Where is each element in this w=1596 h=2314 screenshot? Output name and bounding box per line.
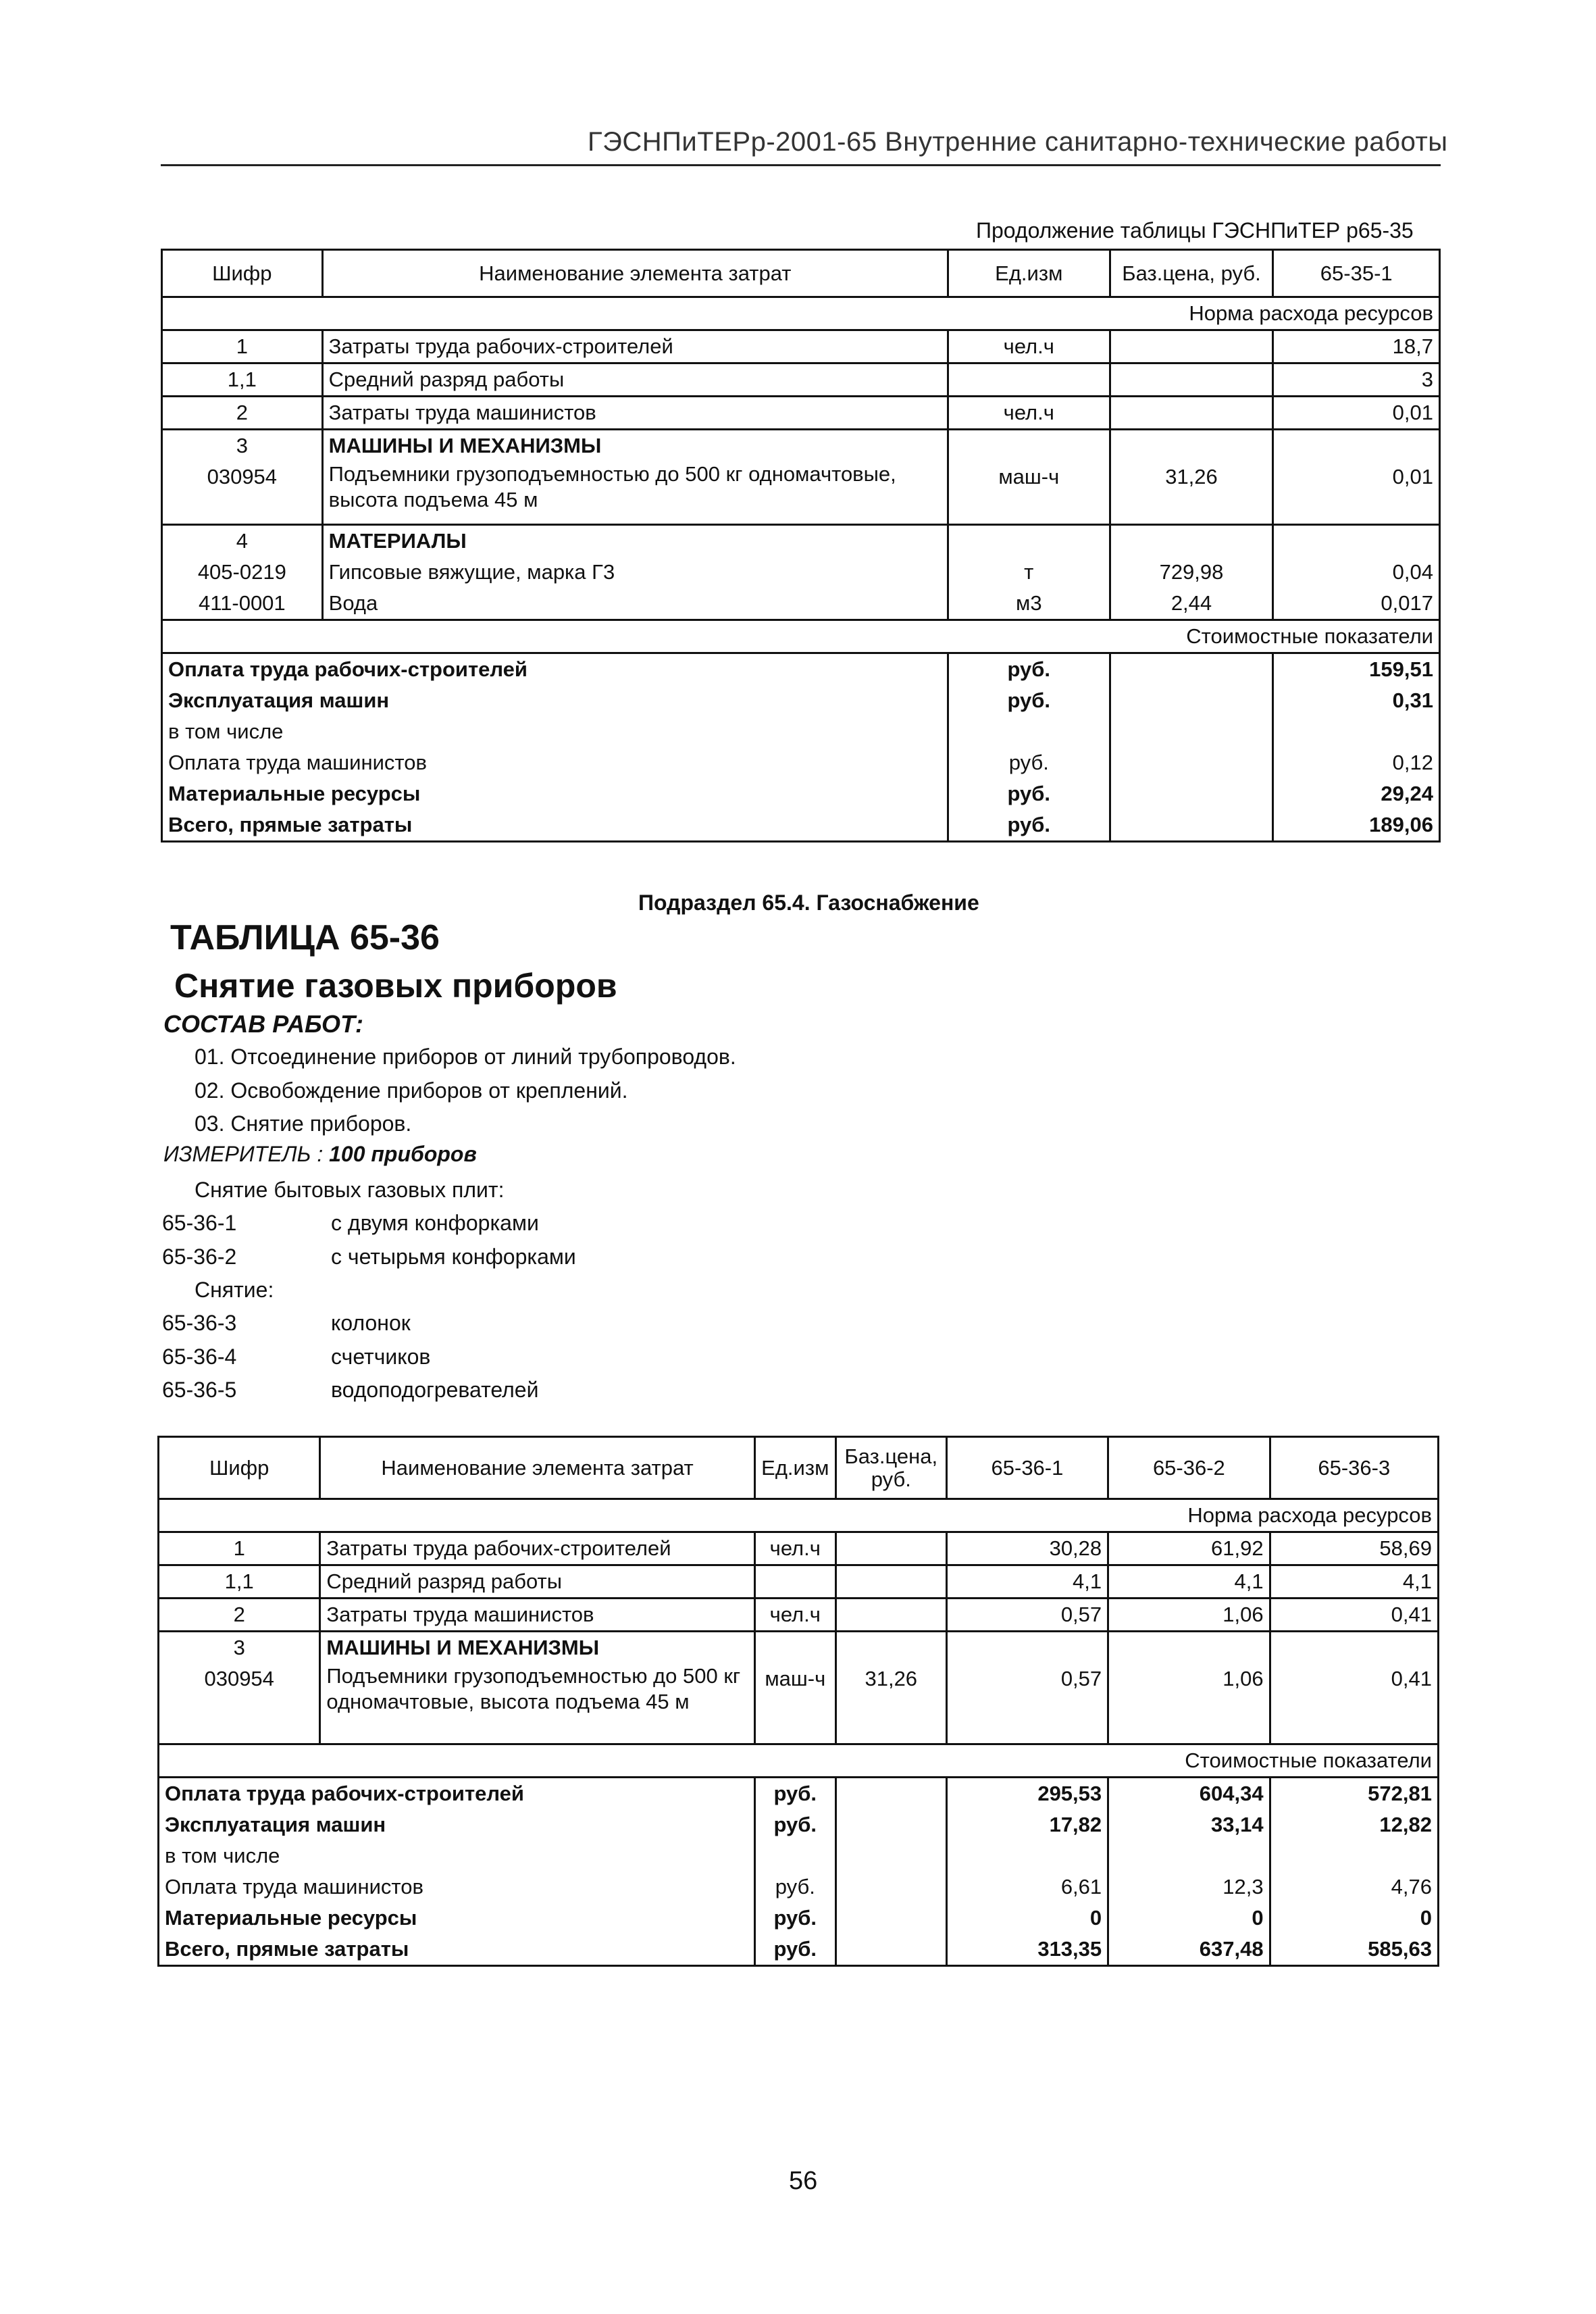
row-price — [835, 1599, 946, 1632]
cost-unit: руб. — [754, 1934, 835, 1966]
cost-row — [159, 1809, 1439, 1840]
row-name: Вода — [322, 588, 948, 620]
work-item: 02. Освобождение приборов от креплений. — [195, 1078, 628, 1103]
cost-value: 0,12 — [1273, 747, 1440, 778]
row-name: Затраты труда машинистов — [320, 1599, 754, 1632]
cost-value: 29,24 — [1273, 778, 1440, 809]
row-unit: чел.ч — [948, 330, 1110, 363]
row-price — [835, 1532, 946, 1565]
cost-unit: руб. — [948, 653, 1110, 686]
resource-table-65-36 — [157, 1436, 1439, 1967]
row-price: 31,26 — [1110, 461, 1273, 525]
table-name: Снятие газовых приборов — [174, 967, 617, 1005]
work-composition-heading: СОСТАВ РАБОТ: — [163, 1010, 363, 1038]
cost-row — [162, 747, 1440, 778]
row-name: Гипсовые вяжущие, марка Г3 — [322, 557, 948, 588]
cost-value — [1273, 716, 1440, 747]
col-header-name: Наименование элемента затрат — [320, 1437, 754, 1499]
row-value: 1,06 — [1108, 1599, 1270, 1632]
cost-value: 295,53 — [946, 1778, 1108, 1810]
row-code: 1,1 — [162, 363, 323, 397]
row-price: 729,98 — [1110, 557, 1273, 588]
row-name: Затраты труда машинистов — [322, 397, 948, 430]
table-number-title: ТАБЛИЦА 65-36 — [170, 918, 440, 957]
cost-name: Оплата труда рабочих-строителей — [159, 1778, 755, 1810]
row-unit: чел.ч — [948, 397, 1110, 430]
row-unit: маш-ч — [948, 461, 1110, 525]
cost-value: 12,3 — [1108, 1871, 1270, 1903]
table-row — [162, 430, 1440, 462]
cost-value: 0 — [1270, 1903, 1438, 1934]
row-unit: т — [948, 557, 1110, 588]
row-value: 0,04 — [1273, 557, 1440, 588]
row-price — [1110, 363, 1273, 397]
cost-row — [159, 1934, 1439, 1966]
row-code: 4 — [162, 525, 323, 557]
cost-value: 189,06 — [1273, 809, 1440, 842]
row-value: 3 — [1273, 363, 1440, 397]
cost-unit: руб. — [754, 1809, 835, 1840]
row-value: 4,1 — [1108, 1565, 1270, 1599]
table-row — [159, 1599, 1439, 1632]
cost-unit: руб. — [948, 747, 1110, 778]
norm-section-label: Норма расхода ресурсов — [159, 1499, 1439, 1532]
item-code: 65-36-1 — [162, 1211, 237, 1235]
meter-line — [163, 1142, 477, 1167]
row-code: 1 — [162, 330, 323, 363]
cost-name: Материальные ресурсы — [162, 778, 948, 809]
subsection-title: Подраздел 65.4. Газоснабжение — [638, 890, 979, 915]
table-row — [162, 363, 1440, 397]
table-row — [162, 557, 1440, 588]
row-value: 0,41 — [1270, 1663, 1438, 1744]
cost-row — [162, 685, 1440, 716]
item-description: колонок — [331, 1311, 411, 1335]
meter-label: ИЗМЕРИТЕЛЬ : — [163, 1142, 324, 1166]
row-code: 1 — [159, 1532, 320, 1565]
item-description: водоподогревателей — [331, 1378, 539, 1402]
cost-row — [162, 809, 1440, 842]
col-header-65-35-1: 65-35-1 — [1273, 250, 1440, 297]
resource-table-65-35 — [161, 249, 1441, 842]
cost-row — [159, 1871, 1439, 1903]
cost-name: в том числе — [159, 1840, 755, 1871]
cost-value: 6,61 — [946, 1871, 1108, 1903]
row-value: 0,01 — [1273, 461, 1440, 525]
col-header-unit: Ед.изм — [948, 250, 1110, 297]
group-label: Снятие бытовых газовых плит: — [195, 1178, 505, 1202]
table-row — [162, 588, 1440, 620]
cost-unit — [948, 716, 1110, 747]
row-value: 0,01 — [1273, 397, 1440, 430]
row-code: 411-0001 — [162, 588, 323, 620]
cost-name: Эксплуатация машин — [159, 1809, 755, 1840]
cost-row — [162, 716, 1440, 747]
cost-row — [159, 1903, 1439, 1934]
cost-row — [159, 1778, 1439, 1810]
item-description: с четырьмя конфорками — [331, 1244, 576, 1269]
item-description: счетчиков — [331, 1344, 431, 1369]
table-row — [162, 330, 1440, 363]
cost-name: Оплата труда машинистов — [159, 1871, 755, 1903]
cost-name: Эксплуатация машин — [162, 685, 948, 716]
group-label: Снятие: — [195, 1278, 274, 1302]
table-continuation-caption: Продолжение таблицы ГЭСНПиТЕР р65-35 — [976, 218, 1414, 243]
row-value: 4,1 — [1270, 1565, 1438, 1599]
cost-value — [1108, 1840, 1270, 1871]
row-name: Подъемники грузоподъемностью до 500 кг одномачтовые, высота подъема 45 м — [322, 461, 948, 525]
item-description: с двумя конфорками — [331, 1211, 539, 1235]
row-value: 0,57 — [946, 1663, 1108, 1744]
row-value: 0,41 — [1270, 1599, 1438, 1632]
row-code: 030954 — [162, 461, 323, 525]
cost-row — [162, 653, 1440, 686]
col-header-65-36-1: 65-36-1 — [946, 1437, 1108, 1499]
row-section-name: МАШИНЫ И МЕХАНИЗМЫ — [320, 1632, 754, 1664]
row-unit: чел.ч — [754, 1532, 835, 1565]
col-header-code: Шифр — [159, 1437, 320, 1499]
col-header-code: Шифр — [162, 250, 323, 297]
cost-value: 159,51 — [1273, 653, 1440, 686]
meter-value: 100 приборов — [329, 1142, 477, 1166]
cost-value: 585,63 — [1270, 1934, 1438, 1966]
work-item: 01. Отсоединение приборов от линий трубопроводов. — [195, 1045, 736, 1069]
row-value: 61,92 — [1108, 1532, 1270, 1565]
table-row — [159, 1565, 1439, 1599]
col-header-price: Баз.цена, руб. — [1110, 250, 1273, 297]
cost-value: 33,14 — [1108, 1809, 1270, 1840]
norm-section-label: Норма расхода ресурсов — [162, 297, 1440, 330]
row-unit — [948, 363, 1110, 397]
row-code: 1,1 — [159, 1565, 320, 1599]
cost-value: 604,34 — [1108, 1778, 1270, 1810]
cost-value — [946, 1840, 1108, 1871]
cost-name: Оплата труда рабочих-строителей — [162, 653, 948, 686]
row-price — [1110, 330, 1273, 363]
row-value: 0,017 — [1273, 588, 1440, 620]
row-name: Средний разряд работы — [320, 1565, 754, 1599]
cost-value: 572,81 — [1270, 1778, 1438, 1810]
item-code: 65-36-5 — [162, 1378, 237, 1402]
row-code: 3 — [159, 1632, 320, 1664]
row-unit: м3 — [948, 588, 1110, 620]
row-value: 4,1 — [946, 1565, 1108, 1599]
col-header-65-36-2: 65-36-2 — [1108, 1437, 1270, 1499]
row-name: Затраты труда рабочих-строителей — [322, 330, 948, 363]
cost-value: 0 — [946, 1903, 1108, 1934]
row-price — [1110, 397, 1273, 430]
row-code: 2 — [159, 1599, 320, 1632]
table-row — [159, 1663, 1439, 1744]
row-code: 405-0219 — [162, 557, 323, 588]
item-code: 65-36-4 — [162, 1344, 237, 1369]
table-row — [162, 397, 1440, 430]
cost-unit: руб. — [948, 778, 1110, 809]
row-price: 2,44 — [1110, 588, 1273, 620]
cost-unit: руб. — [754, 1871, 835, 1903]
cost-value: 0 — [1108, 1903, 1270, 1934]
cost-value: 313,35 — [946, 1934, 1108, 1966]
cost-value: 12,82 — [1270, 1809, 1438, 1840]
col-header-price: Баз.цена, руб. — [835, 1437, 946, 1499]
cost-section-label: Стоимостные показатели — [162, 620, 1440, 653]
row-value: 0,57 — [946, 1599, 1108, 1632]
cost-value — [1270, 1840, 1438, 1871]
header-rule — [161, 164, 1441, 166]
row-price: 31,26 — [835, 1663, 946, 1744]
cost-name: в том числе — [162, 716, 948, 747]
row-code: 3 — [162, 430, 323, 462]
row-section-name: МАШИНЫ И МЕХАНИЗМЫ — [322, 430, 948, 462]
cost-unit — [754, 1840, 835, 1871]
item-code: 65-36-2 — [162, 1244, 237, 1269]
row-section-name: МАТЕРИАЛЫ — [322, 525, 948, 557]
col-header-unit: Ед.изм — [754, 1437, 835, 1499]
row-unit: чел.ч — [754, 1599, 835, 1632]
cost-name: Всего, прямые затраты — [159, 1934, 755, 1966]
row-name: Затраты труда рабочих-строителей — [320, 1532, 754, 1565]
table-row — [162, 461, 1440, 525]
cost-value: 4,76 — [1270, 1871, 1438, 1903]
cost-name: Материальные ресурсы — [159, 1903, 755, 1934]
col-header-65-36-3: 65-36-3 — [1270, 1437, 1438, 1499]
work-item: 03. Снятие приборов. — [195, 1111, 412, 1136]
row-price — [835, 1565, 946, 1599]
row-name: Средний разряд работы — [322, 363, 948, 397]
cost-row — [162, 778, 1440, 809]
running-header: ГЭСНПиТЕРр-2001-65 Внутренние санитарно-технические работы — [588, 127, 1448, 157]
row-value: 30,28 — [946, 1532, 1108, 1565]
row-code: 2 — [162, 397, 323, 430]
cost-unit: руб. — [948, 685, 1110, 716]
col-header-name: Наименование элемента затрат — [322, 250, 948, 297]
cost-section-label: Стоимостные показатели — [159, 1744, 1439, 1778]
page-number: 56 — [789, 2167, 818, 2195]
row-value: 18,7 — [1273, 330, 1440, 363]
cost-unit: руб. — [948, 809, 1110, 842]
cost-name: Всего, прямые затраты — [162, 809, 948, 842]
cost-value: 0,31 — [1273, 685, 1440, 716]
table-row — [159, 1632, 1439, 1664]
cost-value: 17,82 — [946, 1809, 1108, 1840]
row-code: 030954 — [159, 1663, 320, 1744]
cost-unit: руб. — [754, 1903, 835, 1934]
item-code: 65-36-3 — [162, 1311, 237, 1335]
row-value: 58,69 — [1270, 1532, 1438, 1565]
cost-name: Оплата труда машинистов — [162, 747, 948, 778]
table-row — [159, 1532, 1439, 1565]
row-unit — [754, 1565, 835, 1599]
row-name: Подъемники грузоподъемностью до 500 кг одномачтовые, высота подъема 45 м — [320, 1663, 754, 1744]
row-value: 1,06 — [1108, 1663, 1270, 1744]
cost-row — [159, 1840, 1439, 1871]
cost-unit: руб. — [754, 1778, 835, 1810]
table-row — [162, 525, 1440, 557]
cost-value: 637,48 — [1108, 1934, 1270, 1966]
row-unit: маш-ч — [754, 1663, 835, 1744]
